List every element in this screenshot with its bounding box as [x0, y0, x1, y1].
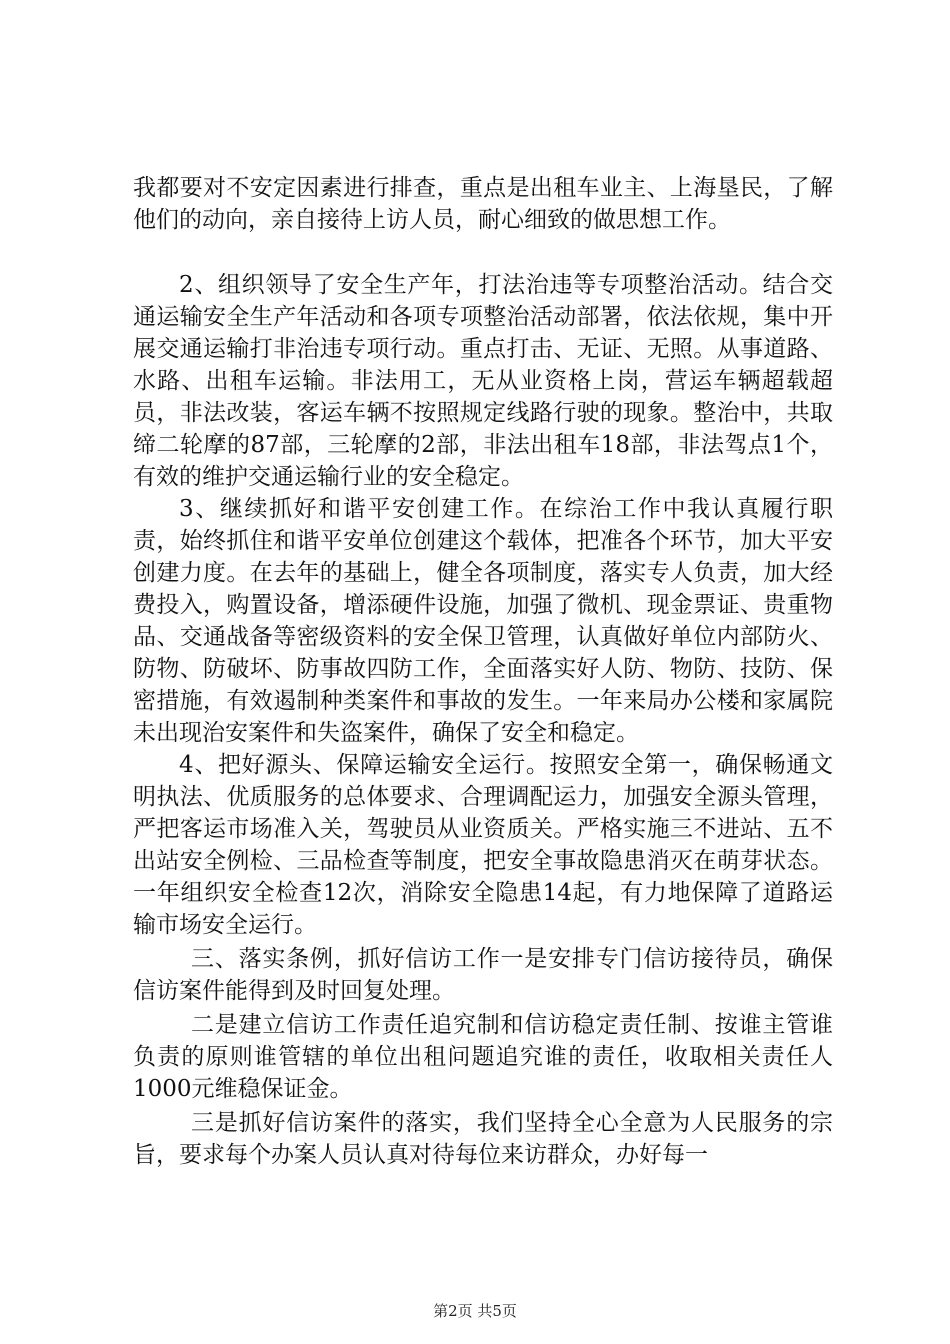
paragraph-section-3-point-3: 三是抓好信访案件的落实，我们坚持全心全意为人民服务的宗旨，要求每个办案人员认真对待每位来访群众，办好每一: [133, 1110, 833, 1168]
paragraph-item-4: 4、把好源头、保障运输安全运行。按照安全第一，确保畅通文明执法、优质服务的总体要求、合理调配运力，加强安全源头管理，严把客运市场准入关，驾驶员从业资质关。严格实施三不进站、五不出站安全例检、三品检查等制度，把安全事故隐患消灭在萌芽状态。一年组织安全检查12次，消除安全隐患14起，有力地保障了道路运输市场安全运行。: [133, 752, 833, 938]
page-footer: [0, 1300, 950, 1321]
paragraph-item-2: 2、组织领导了安全生产年，打法治违等专项整治活动。结合交通运输安全生产年活动和各项专项整治活动部署，依法依规，集中开展交通运输打非治违专项行动。重点打击、无证、无照。从事道路、水路、出租车运输。非法用工，无从业资格上岗，营运车辆超载超员，非法改装，客运车辆不按照规定线路行驶的现象。整治中，共取缔二轮摩的87部，三轮摩的2部，非法出租车18部，非法驾点1个，有效的维护交通运输行业的安全稳定。: [133, 272, 833, 490]
page-number-label: 第2页 共5页: [433, 1302, 517, 1320]
paragraph-continuation: 我都要对不安定因素进行排查，重点是出租车业主、上海垦民，了解他们的动向，亲自接待上访人员，耐心细致的做思想工作。: [133, 175, 833, 233]
paragraph-section-3-point-2: 二是建立信访工作责任追究制和信访稳定责任制、按谁主管谁负责的原则谁管辖的单位出租问题追究谁的责任，收取相关责任人1000元维稳保证金。: [133, 1012, 833, 1102]
document-body: [133, 172, 833, 1171]
paragraph-item-3: 3、继续抓好和谐平安创建工作。在综治工作中我认真履行职责，始终抓住和谐平安单位创建这个载体，把准各个环节，加大平安创建力度。在去年的基础上，健全各项制度，落实专人负责，加大经费投入，购置设备，增添硬件设施，加强了微机、现金票证、贵重物品、交通战备等密级资料的安全保卫管理，认真做好单位内部防火、防物、防破坏、防事故四防工作，全面落实好人防、物防、技防、保密措施，有效遏制种类案件和事故的发生。一年来局办公楼和家属院未出现治安案件和失盗案件，确保了安全和稳定。: [133, 496, 833, 746]
paragraph-section-3: 三、落实条例，抓好信访工作一是安排专门信访接待员，确保信访案件能得到及时回复处理。: [133, 946, 833, 1004]
